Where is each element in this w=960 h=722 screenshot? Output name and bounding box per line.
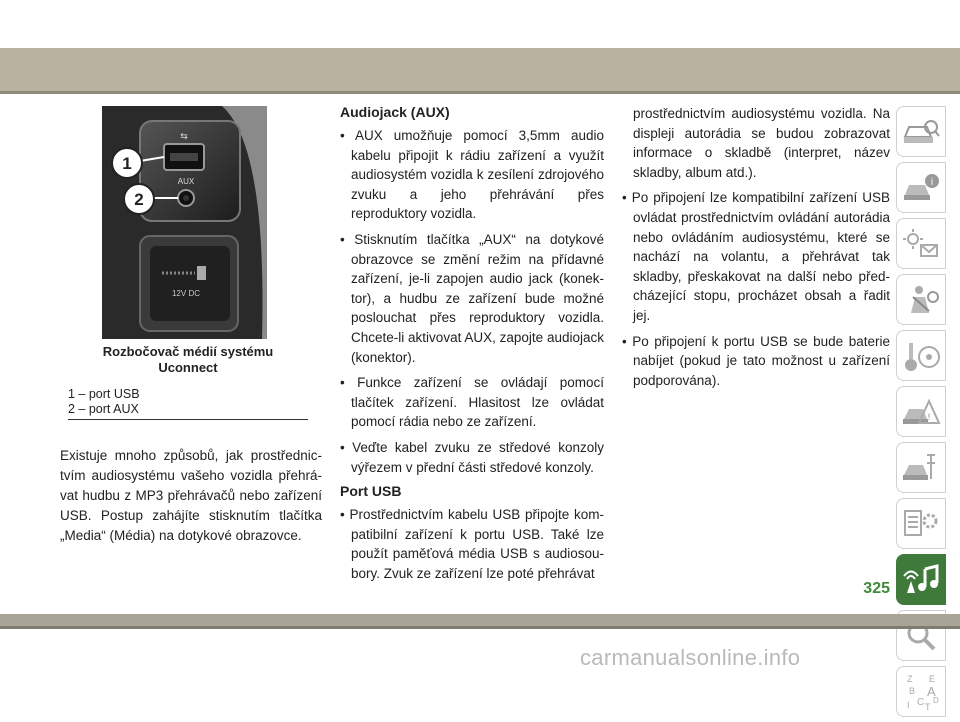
- callout-1: 1: [122, 154, 132, 173]
- intro-paragraph: Existuje mnoho způsobů, jak prostřednic-tvím audiosystému vašeho vozidla přehrá-vat hudbu z MP3 přehrávačů nebo zařízení USB. Postup zahájíte stisknutím tlačítka „Media“ (Média) na dotykové obrazovce.: [60, 448, 322, 543]
- car-wrench-icon[interactable]: [896, 386, 946, 437]
- legend-item: 2 – port AUX: [68, 402, 139, 416]
- warning-lights-icon[interactable]: [896, 218, 946, 269]
- car-alert-icon[interactable]: [896, 330, 946, 381]
- watermark: carmanualsonline.info: [580, 645, 801, 670]
- seatbelt-icon[interactable]: [896, 274, 946, 325]
- aux-bullet: • AUX umožňuje pomocí 3,5mm audio kabelu připojit k rádiu zařízení a využít audiosystém vozidla k zesílení zdrojového zvuku a jeho přehrávání přes reproduktory vozidla.: [340, 128, 604, 222]
- footer-rule: [0, 626, 960, 629]
- svg-text:I: I: [907, 699, 910, 710]
- multimedia-icon[interactable]: [896, 554, 946, 605]
- car-info-icon[interactable]: [896, 162, 946, 213]
- callout-2: 2: [134, 190, 144, 209]
- svg-text:B: B: [909, 685, 916, 696]
- footer-band: [0, 614, 960, 626]
- svg-text:⇆: ⇆: [180, 132, 188, 142]
- spec-list-icon[interactable]: [896, 442, 946, 493]
- usb-bullet: • Po připojení k portu USB se bude baterie nabíjet (pokud je tato možnost u zařízení podporována).: [622, 333, 890, 388]
- usb-heading: Port USB: [340, 483, 402, 500]
- usb-bullet: • Po připojení lze kompatibilní zařízení USB ovládat prostřednictvím ovládání autorádia nebo ovládáním audiosystému, které se nachází na volantu, a přehrávat tak skladby, přeskakovat na další nebo před-cházející stopu, procházet obsah a řadit jej.: [622, 190, 890, 323]
- svg-text:Z: Z: [907, 673, 913, 684]
- aux-bullet: • Stisknutím tlačítka „AUX“ na dotykové obrazovce se změní režim na přídavné zařízení, je-li zapojen audio jack (konek-tor), a hudbu ze zařízení bude možné poslouchat přes reproduktory vozidla. Chcete-li aktivovat AUX, zapojte audiojack (konektor).: [340, 231, 604, 365]
- column-usb-continued: [622, 104, 890, 396]
- usb-bullet-continuation: prostřednictvím audiosystému vozidla. Na displeji autorádia se budou zobrazovat informace o skladbě (interpret, název skladby, album atd.).: [633, 106, 890, 180]
- 12v-label: 12V DC: [171, 289, 201, 298]
- alphabet-index-icon[interactable]: [896, 666, 946, 717]
- usb-bullet: • Prostřednictvím kabelu USB připojte kom-patibilní zařízení k portu USB. Také lze použít paměťová média USB s audiosou-bory. Zvuk ze zařízení lze poté přehrávat: [340, 507, 604, 581]
- header-band: [0, 48, 960, 92]
- chapter-tabs: [896, 106, 948, 722]
- svg-text:E: E: [929, 673, 936, 684]
- figure-caption: Rozbočovač médií systému Uconnect: [102, 344, 274, 375]
- svg-text:T: T: [925, 701, 931, 712]
- svg-text:!: !: [927, 411, 931, 422]
- svg-text:D: D: [933, 695, 939, 705]
- svg-text:A: A: [927, 683, 936, 699]
- legend-item: 1 – port USB: [68, 387, 140, 401]
- svg-text:C: C: [917, 696, 925, 708]
- aux-bullet: • Funkce zařízení se ovládají pomocí tlačítek zařízení. Hlasitost lze ovládat pomocí rádia nebo ze zařízení.: [340, 375, 604, 430]
- legend-divider: [68, 419, 308, 420]
- media-hub-photo: [102, 106, 267, 339]
- svg-text:i: i: [930, 176, 934, 188]
- aux-heading: Audiojack (AUX): [340, 104, 450, 120]
- page-number: 325: [863, 580, 890, 597]
- car-search-icon[interactable]: [896, 106, 946, 157]
- column-aux-usb: [340, 104, 604, 589]
- aux-label: AUX: [177, 177, 195, 186]
- aux-bullet: • Veďte kabel zvuku ze středové konzoly výřezem v přední části středové konzoly.: [340, 439, 604, 475]
- header-rule: [0, 91, 960, 94]
- figure-legend: [68, 387, 140, 417]
- settings-icon[interactable]: [896, 498, 946, 549]
